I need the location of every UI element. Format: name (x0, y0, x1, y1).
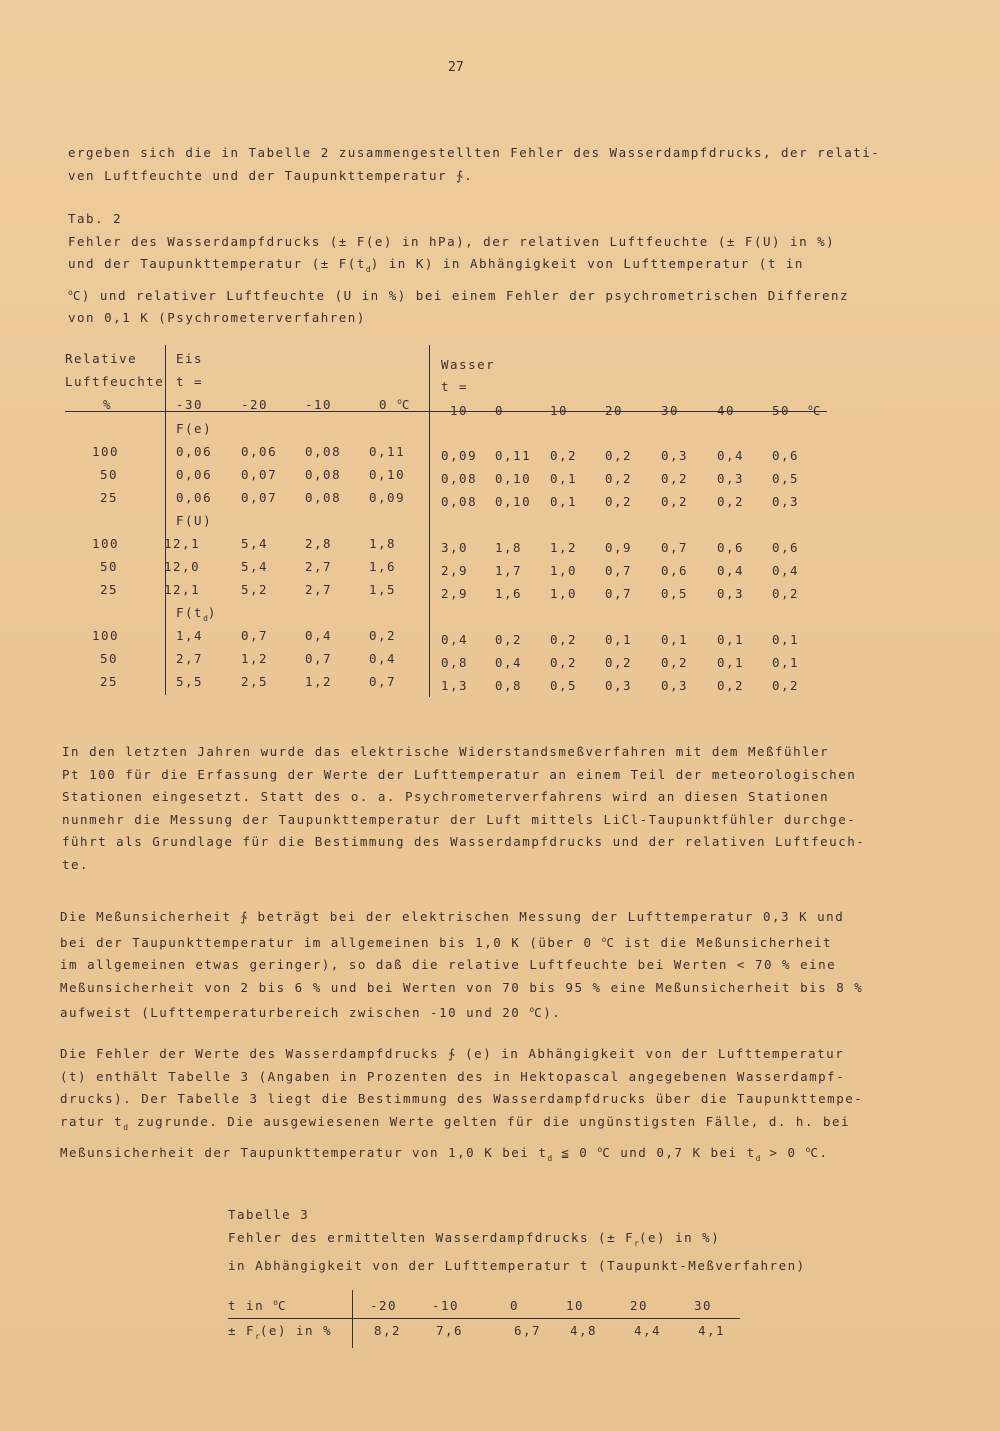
table3-label: Tabelle 3 (228, 1207, 310, 1222)
table-cell: 5,2 (241, 582, 269, 597)
column-header: 0 (495, 403, 505, 418)
para4-line-3: drucks). Der Tabelle 3 liegt die Bestimmung des Wasserdampfdrucks über die Taupunkttempe- (60, 1091, 864, 1107)
table-cell: 12,1 (164, 582, 201, 597)
table-cell: 0,2 (550, 448, 578, 463)
table3-value: 4,8 (570, 1323, 598, 1338)
table-cell: 0,1 (605, 632, 633, 647)
para3-line-4: Meßunsicherheit von 2 bis 6 % und bei Werten von 70 bis 95 % eine Meßunsicherheit bis 8 % (60, 979, 864, 995)
header-eis: Eis (176, 351, 204, 366)
para2-line: In den letzten Jahren wurde das elektrische Widerstandsmeßverfahren mit dem Meßfühler (62, 744, 830, 759)
header-zero-deg-c: 0 $^o$C (379, 397, 411, 412)
table-cell: 2,9 (441, 586, 469, 601)
column-header: 50 (772, 403, 791, 418)
table3-temperature: 20 (630, 1298, 649, 1313)
table-cell: 0,6 (772, 448, 800, 463)
table-cell: 0,08 (305, 444, 342, 459)
table-cell: 0,11 (369, 444, 406, 459)
table-cell: 0,3 (717, 471, 745, 486)
table-cell: 0,7 (305, 651, 333, 666)
table-cell: 1,2 (241, 651, 269, 666)
table-cell: 0,2 (605, 494, 633, 509)
para2-line: te. (62, 856, 90, 872)
table-cell: 1,8 (369, 536, 397, 551)
table-cell: 0,3 (661, 448, 689, 463)
table-cell: 0,2 (717, 494, 745, 509)
intro-line: ergeben sich die in Tabelle 2 zusammengestellten Fehler des Wasserdampfdrucks, der relati- (68, 145, 881, 160)
para3-line-2: bei der Taupunkttemperatur im allgemeinen bis 1,0 K (über 0 $^o$C ist die Meßunsicherheit (60, 934, 833, 950)
para3-line-5: aufweist (Lufttemperaturbereich zwischen -10 und 20 $^o$C). (60, 1005, 562, 1021)
row-humidity: 100 (92, 536, 120, 551)
table-cell: 1,8 (495, 540, 523, 555)
table-cell: 1,7 (495, 563, 523, 578)
table-cell: 0,08 (305, 467, 342, 482)
table-cell: 0,7 (369, 674, 397, 689)
table-cell: 0,2 (605, 471, 633, 486)
table-cell: 0,4 (717, 448, 745, 463)
row-humidity: 25 (100, 674, 119, 689)
table-cell: 1,0 (550, 563, 578, 578)
table3-temperature: 30 (694, 1298, 713, 1313)
table-cell: 0,5 (550, 678, 578, 693)
header-wasser: Wasser (441, 357, 496, 372)
table-cell: 0,2 (661, 494, 689, 509)
table-cell: 0,5 (661, 586, 689, 601)
table-2 (65, 345, 830, 705)
table-cell: 1,3 (441, 678, 469, 693)
table-cell: 0,2 (605, 655, 633, 670)
row-humidity: 100 (92, 444, 120, 459)
row-humidity: 25 (100, 582, 119, 597)
header-t-wasser: t = (441, 379, 469, 394)
table-cell: 0,1 (661, 632, 689, 647)
table-cell: 2,9 (441, 563, 469, 578)
para3-line-3: im allgemeinen etwas geringer), so daß die relative Luftfeuchte bei Werten < 70 % eine (60, 957, 837, 973)
table-cell: 0,06 (176, 490, 213, 505)
table-cell: 0,09 (369, 490, 406, 505)
table3-divider (352, 1290, 353, 1348)
caption-line-4: von 0,1 K (Psychrometerverfahren) (68, 310, 366, 326)
intro-line: ven Luftfeuchte und der Taupunkttemperatur ∱. (68, 167, 474, 183)
table-cell: 0,6 (717, 540, 745, 555)
para4-line-5: Meßunsicherheit der Taupunkttemperatur von 1,0 K bei $t_d$ ≦ 0 $^o$C und 0,7 K bei $t_d > 0$ $^o$C. (60, 1145, 829, 1164)
table2-caption (68, 208, 849, 330)
group-label: F(e) (176, 421, 213, 436)
table-cell: 0,07 (241, 467, 278, 482)
table-cell: 0,3 (717, 586, 745, 601)
table-cell: 0,6 (772, 540, 800, 555)
table3-temperature: 10 (566, 1298, 585, 1313)
table-cell: 2,7 (305, 582, 333, 597)
table-cell: 1,4 (176, 628, 204, 643)
header-relative: Relative (65, 351, 138, 366)
caption-line-3: $^o$C) und relativer Luftfeuchte (U in %) bei einem Fehler der psychrometrischen Differenz (68, 287, 850, 303)
row-humidity: 50 (100, 467, 119, 482)
header-t-eis: t = (176, 374, 204, 389)
table-cell: 0,9 (605, 540, 633, 555)
table-cell: 0,2 (550, 632, 578, 647)
table-cell: 0,7 (241, 628, 269, 643)
table-cell: 0,3 (605, 678, 633, 693)
para2-line: Pt 100 für die Erfassung der Werte der Lufttemperatur an einem Teil der meteorologischen (62, 766, 857, 782)
table-cell: 0,2 (605, 448, 633, 463)
table-cell: 0,10 (369, 467, 406, 482)
column-header: 10 (550, 403, 569, 418)
table-cell: 0,2 (772, 678, 800, 693)
row-humidity: 50 (100, 651, 119, 666)
table-cell: 0,7 (605, 586, 633, 601)
table-cell: 0,2 (369, 628, 397, 643)
table-cell: 0,7 (661, 540, 689, 555)
table-cell: 2,7 (305, 559, 333, 574)
intro-paragraph (68, 142, 880, 187)
table3-row-label-temperature: t in $^o$C (228, 1298, 287, 1313)
table-cell: 2,7 (176, 651, 204, 666)
paragraph-4 (60, 1043, 863, 1171)
table-cell: 0,06 (176, 467, 213, 482)
table-cell: 1,2 (550, 540, 578, 555)
table3-value: 7,6 (436, 1323, 464, 1338)
caption-line-1: Fehler des Wasserdampfdrucks (± F(e) in hPa), der relativen Luftfeuchte (± F(U) in %) (68, 233, 836, 249)
para4-line-4: ratur $t_d$ zugrunde. Die ausgewiesenen Werte gelten für die ungünstigsten Fälle, d. h. bei (60, 1113, 851, 1132)
header-deg-c-wasser: $^o$C (808, 403, 822, 418)
group-label: F(U) (176, 513, 213, 528)
table3-temperature: -20 (370, 1298, 398, 1313)
table-cell: 5,5 (176, 674, 204, 689)
table-cell: 12,0 (164, 559, 201, 574)
table-cell: 2,5 (241, 674, 269, 689)
table-cell: 0,1 (550, 471, 578, 486)
table-cell: 0,2 (661, 471, 689, 486)
table-cell: 0,08 (305, 490, 342, 505)
column-header: 20 (605, 403, 624, 418)
column-header: -30 (176, 397, 204, 412)
table-cell: 1,0 (550, 586, 578, 601)
table-cell: 0,4 (369, 651, 397, 666)
group-label: $F(t_d)$ (176, 605, 217, 623)
table-cell: 0,4 (441, 632, 469, 647)
table-cell: 0,8 (441, 655, 469, 670)
table-cell: 0,4 (305, 628, 333, 643)
table-cell: 0,2 (772, 586, 800, 601)
table2-divider-wasser (429, 345, 430, 697)
table-cell: 0,3 (661, 678, 689, 693)
table-cell: 0,7 (605, 563, 633, 578)
column-header: -10 (305, 397, 333, 412)
table-cell: 1,2 (305, 674, 333, 689)
column-header: -10 (441, 403, 469, 418)
table-cell: 1,6 (369, 559, 397, 574)
table-cell: 1,5 (369, 582, 397, 597)
table-cell: 0,06 (176, 444, 213, 459)
table-cell: 5,4 (241, 536, 269, 551)
para2-line: Stationen eingesetzt. Statt des o. a. Psychrometerverfahrens wird an diesen Stationen (62, 789, 830, 805)
table-cell: 0,1 (772, 632, 800, 647)
table-3 (228, 1290, 748, 1350)
table-cell: 0,10 (495, 494, 532, 509)
table-cell: 0,4 (717, 563, 745, 578)
table-cell: 0,3 (772, 494, 800, 509)
row-humidity: 25 (100, 490, 119, 505)
table-cell: 1,6 (495, 586, 523, 601)
table2-divider-eis (165, 345, 166, 695)
table3-temperature: 0 (510, 1298, 520, 1313)
paragraph-2 (62, 741, 865, 877)
table-cell: 0,08 (441, 471, 478, 486)
row-humidity: 100 (92, 628, 120, 643)
column-header: 40 (717, 403, 736, 418)
table3-row-label-error: ± $F_r(e)$ in % (228, 1323, 333, 1341)
table-cell: 0,2 (495, 632, 523, 647)
table-cell: 0,5 (772, 471, 800, 486)
paragraph-3 (60, 906, 863, 1025)
row-humidity: 50 (100, 559, 119, 574)
para3-line-1: Die Meßunsicherheit ∱ beträgt bei der elektrischen Messung der Lufttemperatur 0,3 K und (60, 909, 845, 924)
column-header: -20 (241, 397, 269, 412)
table3-caption (228, 1204, 806, 1278)
para4-line-1: Die Fehler der Werte des Wasserdampfdrucks ∱ (e) in Abhängigkeit von der Lufttemperatur (60, 1046, 845, 1061)
page-number: 27 (448, 60, 464, 75)
header-luftfeuchte: Luftfeuchte (65, 374, 165, 389)
table3-value: 8,2 (374, 1323, 402, 1338)
para2-line: nunmehr die Messung der Taupunkttemperatur der Luft mittels LiCl-Taupunktfühler durchge- (62, 811, 857, 827)
caption-line-2: und der Taupunkttemperatur (± $F(t_d)$ in K) in Abhängigkeit von Lufttemperatur (t in (68, 256, 804, 275)
table-cell: 0,4 (772, 563, 800, 578)
table-cell: 0,2 (661, 655, 689, 670)
header-percent: % (103, 397, 113, 412)
table-cell: 0,1 (717, 655, 745, 670)
para4-line-2: (t) enthält Tabelle 3 (Angaben in Prozenten des in Hektopascal angegebenen Wasserdampf- (60, 1068, 846, 1084)
table-cell: 0,11 (495, 448, 532, 463)
para2-line: führt als Grundlage für die Bestimmung des Wasserdampfdrucks und der relativen Luftfeuch- (62, 834, 866, 850)
table-cell: 0,08 (441, 494, 478, 509)
table-cell: 0,8 (495, 678, 523, 693)
table-cell: 3,0 (441, 540, 469, 555)
table-cell: 0,09 (441, 448, 478, 463)
table3-header-rule (228, 1318, 740, 1319)
table-cell: 0,1 (717, 632, 745, 647)
table3-temperature: -10 (432, 1298, 460, 1313)
table-cell: 5,4 (241, 559, 269, 574)
table-cell: 0,2 (717, 678, 745, 693)
table3-caption-line-1: Fehler des ermittelten Wasserdampfdrucks (± $F_r(e)$ in %) (228, 1229, 721, 1248)
table-cell: 0,1 (772, 655, 800, 670)
table-cell: 0,10 (495, 471, 532, 486)
table-cell: 0,2 (550, 655, 578, 670)
table2-label: Tab. 2 (68, 211, 123, 226)
table-cell: 0,07 (241, 490, 278, 505)
table3-value: 4,4 (634, 1323, 662, 1338)
table-cell: 0,4 (495, 655, 523, 670)
table-cell: 2,8 (305, 536, 333, 551)
table-cell: 0,06 (241, 444, 278, 459)
table3-value: 6,7 (514, 1323, 542, 1338)
table-cell: 0,6 (661, 563, 689, 578)
table-cell: 12,1 (164, 536, 201, 551)
table3-caption-line-2: in Abhängigkeit von der Lufttemperatur t (Taupunkt-Meßverfahren) (228, 1258, 806, 1274)
table3-value: 4,1 (698, 1323, 726, 1338)
column-header: 30 (661, 403, 680, 418)
table-cell: 0,1 (550, 494, 578, 509)
